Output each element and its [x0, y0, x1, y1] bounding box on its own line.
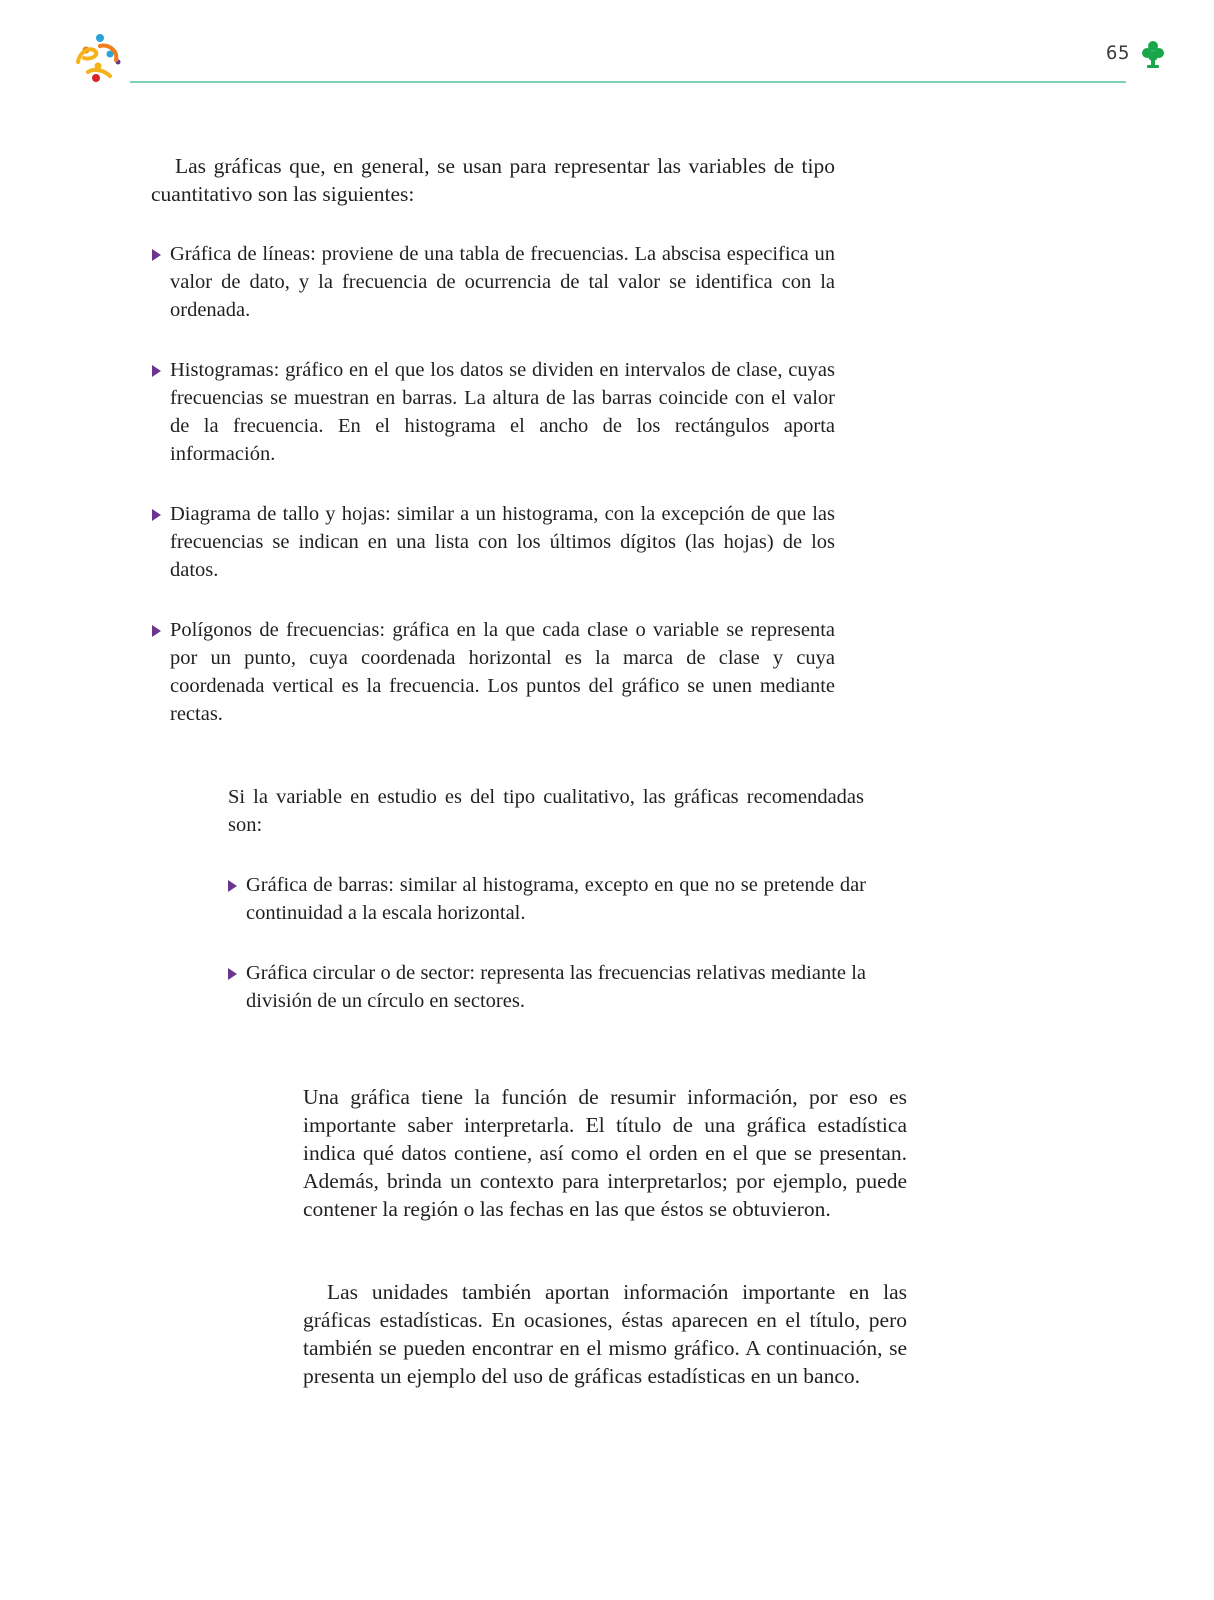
list-item-text: Histogramas: gráfico en el que los datos se dividen en intervalos de clase, cuyas frecuencias se muestran en barras. La altura de las barras coincide con el valor de la frecuencia. En el histograma el ancho de los rectángulos aporta información. — [170, 359, 835, 465]
bullet-triangle-icon — [152, 249, 161, 261]
bullet-triangle-icon — [152, 625, 161, 637]
list-item-text: Polígonos de frecuencias: gráfica en la que cada clase o variable se representa por un punto, cuya coordenada horizontal es la marca de clase y cuya coordenada vertical es la frecuencia. Los puntos del gráfico se unen mediante rectas. — [170, 619, 835, 725]
list-item — [246, 871, 866, 927]
qualitative-intro-paragraph: Si la variable en estudio es del tipo cualitativo, las gráficas recomendadas son: — [228, 786, 864, 836]
qualitative-chart-list — [246, 871, 866, 1047]
body-paragraph-units: Las unidades también aportan información importante en las gráficas estadísticas. En ocasiones, éstas aparecen en el título, pero también se pueden encontrar en el mismo gráfico. A continuación, se presenta un ejemplo del uso de gráficas estadísticas en un banco. — [303, 1280, 907, 1388]
body-paragraph-interpretation: Una gráfica tiene la función de resumir información, por eso es importante saber interpretarla. El título de una gráfica estadística indica qué datos contiene, así como el orden en el que se presentan. Además, brinda un contexto para interpretarlos; por ejemplo, puede contener la región o las fechas en las que éstos se obtuvieron. — [303, 1085, 907, 1221]
list-item — [246, 959, 866, 1015]
list-item-text: Gráfica de barras: similar al histograma, excepto en que no se pretende dar continuidad a la escala horizontal. — [246, 874, 866, 924]
header-rule — [130, 81, 1126, 83]
bullet-triangle-icon — [228, 968, 237, 980]
green-tree-icon — [1140, 40, 1166, 68]
list-item-text: Gráfica de líneas: proviene de una tabla de frecuencias. La abscisa especifica un valor de dato, y la frecuencia de ocurrencia de tal valor se identifica con la ordenada. — [170, 243, 835, 321]
list-item — [170, 616, 835, 728]
bullet-triangle-icon — [228, 880, 237, 892]
list-item-text: Diagrama de tallo y hojas: similar a un histograma, con la excepción de que las frecuencias se indican en una lista con los últimos dígitos (las hojas) de los datos. — [170, 503, 835, 581]
list-item — [170, 356, 835, 468]
intro-paragraph: Las gráficas que, en general, se usan para representar las variables de tipo cuantitativo son las siguientes: — [151, 154, 835, 206]
dancing-figures-logo-icon — [70, 32, 126, 84]
page-number: 65 — [1106, 42, 1130, 64]
bullet-triangle-icon — [152, 365, 161, 377]
list-item-text: Gráfica circular o de sector: representa las frecuencias relativas mediante la división de un círculo en sectores. — [246, 962, 866, 1012]
list-item — [170, 500, 835, 584]
quantitative-chart-list — [170, 240, 835, 760]
list-item — [170, 240, 835, 324]
bullet-triangle-icon — [152, 509, 161, 521]
